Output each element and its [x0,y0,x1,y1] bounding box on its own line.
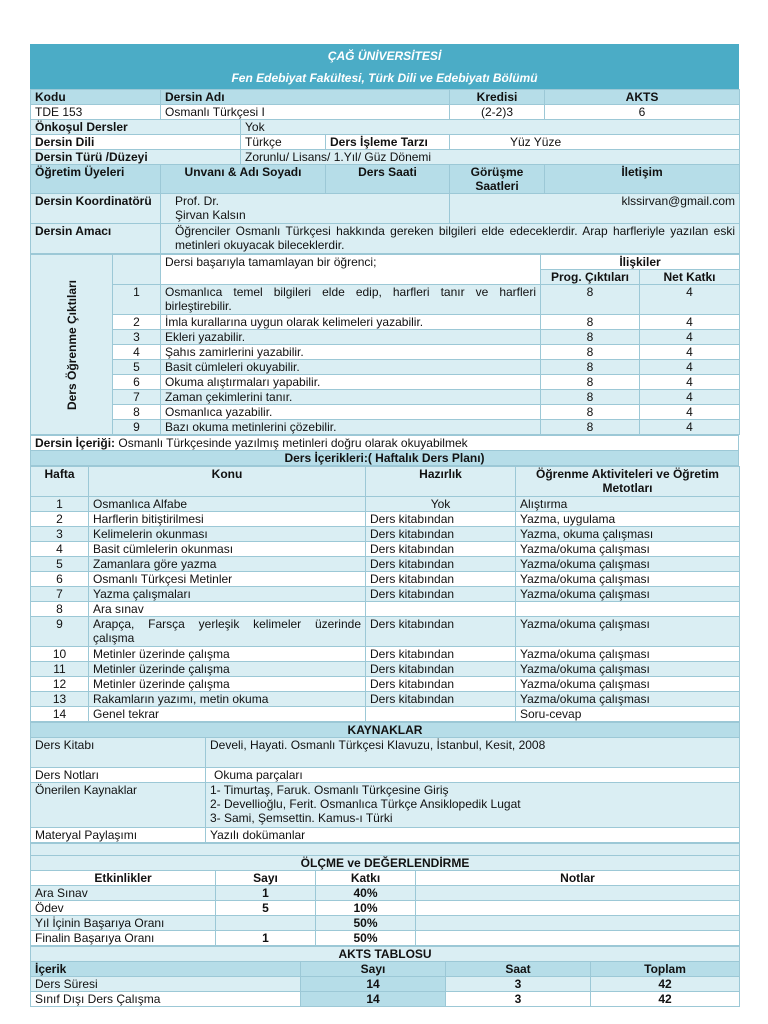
outcome-number: 1 [113,285,161,315]
week-method: Yazma/okuma çalışması [516,572,740,587]
assessment-count [216,916,316,931]
recommended-label: Önerilen Kaynaklar [31,783,206,828]
week-topic: Osmanlı Türkçesi Metinler [89,572,366,587]
ects-row [31,992,740,1007]
assessment-title: ÖLÇME ve DEĞERLENDİRME [31,856,740,871]
week-method: Yazma/okuma çalışması [516,647,740,662]
notes-value: Okuma parçaları [206,768,740,783]
coordinator-label: Dersin Koordinatörü [31,194,161,224]
outcome-row [31,345,740,360]
language-label: Dersin Dili [31,135,241,150]
content-label: Dersin İçeriği: [35,436,116,450]
staff-contact-col: İletişim [545,165,740,194]
week-row [31,602,740,617]
assessment-row [31,931,740,946]
ects-total: 42 [591,977,740,992]
week-method: Yazma/okuma çalışması [516,557,740,572]
assessment-weight: 50% [316,931,416,946]
course-syllabus [30,44,739,1007]
assessment-weight: 10% [316,901,416,916]
outcome-prog: 8 [541,315,640,330]
week-method: Yazma/okuma çalışması [516,587,740,602]
prereq-label: Önkoşul Dersler [31,120,241,135]
week-topic: Basit cümlelerin okunması [89,542,366,557]
assessment-count: 1 [216,931,316,946]
week-number: 11 [31,662,89,677]
outcome-row [31,375,740,390]
week-number: 12 [31,677,89,692]
staff-label: Öğretim Üyeleri [31,165,161,194]
week-number: 7 [31,587,89,602]
assessment-count: 1 [216,886,316,901]
staff-title-col: Unvanı & Adı Soyadı [161,165,326,194]
assessment-activity: Ara Sınav [31,886,216,901]
week-prep: Ders kitabından [366,572,516,587]
outcome-net: 4 [640,375,740,390]
week-topic: Kelimelerin okunması [89,527,366,542]
week-row [31,617,740,647]
week-prep [366,602,516,617]
ects-total: 42 [591,992,740,1007]
recommended-item: 3- Sami, Şemsettin. Kamus-ı Türki [210,811,393,825]
week-prep: Ders kitabından [366,647,516,662]
week-topic: Zamanlara göre yazma [89,557,366,572]
ects-count-col: Sayı [301,962,446,977]
outcome-prog: 8 [541,345,640,360]
week-number: 2 [31,512,89,527]
topic-col: Konu [89,467,366,497]
assessment-activity: Yıl İçinin Başarıya Oranı [31,916,216,931]
outcome-number: 8 [113,405,161,420]
credit-label: Kredisi [450,90,545,105]
week-number: 1 [31,497,89,512]
week-method: Yazma/okuma çalışması [516,677,740,692]
week-topic: Yazma çalışmaları [89,587,366,602]
week-method: Yazma/okuma çalışması [516,617,740,647]
course-credit: (2-2)3 [450,105,545,120]
aim-label: Dersin Amacı [31,224,161,254]
outcome-text: Basit cümleleri okuyabilir. [161,360,541,375]
course-info-table [30,89,740,254]
week-number: 3 [31,527,89,542]
ects-label: AKTS [545,90,740,105]
outcome-text: Zaman çekimlerini tanır. [161,390,541,405]
assessment-weight: 40% [316,886,416,901]
ects-title: AKTS TABLOSU [31,947,740,962]
activity-col: Etkinlikler [31,871,216,886]
book-label: Ders Kitabı [31,738,206,768]
week-method: Soru-cevap [516,707,740,722]
outcome-net: 4 [640,420,740,435]
ects-total-col: Toplam [591,962,740,977]
outcome-number: 6 [113,375,161,390]
outcome-row [31,330,740,345]
sources-title: KAYNAKLAR [31,723,740,738]
outcomes-intro: Dersi başarıyla tamamlayan bir öğrenci; [161,255,541,285]
week-number: 5 [31,557,89,572]
week-row [31,497,740,512]
week-row [31,512,740,527]
week-method: Yazma, uygulama [516,512,740,527]
ects-table [30,946,740,1007]
outcome-net: 4 [640,330,740,345]
assessment-notes [416,886,740,901]
week-number: 13 [31,692,89,707]
outcome-prog: 8 [541,375,640,390]
outcome-row [31,405,740,420]
week-prep [366,707,516,722]
week-method: Yazma, okuma çalışması [516,527,740,542]
week-topic: Arapça, Farsça yerleşik kelimeler üzerinde çalışma [89,617,366,647]
outcome-text: Okuma alıştırmaları yapabilir. [161,375,541,390]
week-prep: Ders kitabından [366,512,516,527]
method-col: Öğrenme Aktiviteleri ve Öğretim Metotları [516,467,740,497]
assessment-row [31,886,740,901]
outcome-text: Bazı okuma metinlerini çözebilir. [161,420,541,435]
name-label: Dersin Adı [161,90,450,105]
staff-office-col: Görüşme Saatleri [450,165,545,194]
ects-row [31,977,740,992]
ects-content: Sınıf Dışı Ders Çalışma [31,992,301,1007]
ects-count: 14 [301,992,446,1007]
week-topic: Osmanlıca Alfabe [89,497,366,512]
ects-hours: 3 [446,977,591,992]
week-number: 14 [31,707,89,722]
relations-label: İlişkiler [541,255,740,270]
week-method: Yazma/okuma çalışması [516,542,740,557]
assessment-notes [416,901,740,916]
outcome-text: Şahıs zamirlerini yazabilir. [161,345,541,360]
mode-label: Ders İşleme Tarzı [326,135,450,150]
week-topic: Metinler üzerinde çalışma [89,662,366,677]
week-prep: Ders kitabından [366,692,516,707]
material-value: Yazılı dokümanlar [206,828,740,843]
week-prep: Ders kitabından [366,542,516,557]
ects-content-col: İçerik [31,962,301,977]
week-topic: Metinler üzerinde çalışma [89,647,366,662]
outcome-prog: 8 [541,360,640,375]
assessment-row [31,901,740,916]
outcome-net: 4 [640,390,740,405]
ects-hours-col: Saat [446,962,591,977]
sources-table [30,722,740,843]
week-row [31,662,740,677]
outcome-prog: 8 [541,405,640,420]
outcome-prog: 8 [541,285,640,315]
content-row [31,436,739,451]
outcome-prog: 8 [541,330,640,345]
type-label: Dersin Türü /Düzeyi [31,150,241,165]
outcomes-table [30,254,740,435]
outcome-net: 4 [640,360,740,375]
type-value: Zorunlu/ Lisans/ 1.Yıl/ Güz Dönemi [241,150,740,165]
outcome-row [31,285,740,315]
week-prep: Ders kitabından [366,587,516,602]
outcome-prog: 8 [541,420,640,435]
outcome-text: Osmanlıca yazabilir. [161,405,541,420]
week-topic: Harflerin bitiştirilmesi [89,512,366,527]
assessment-weight: 50% [316,916,416,931]
outcome-net: 4 [640,405,740,420]
content-table [30,435,739,466]
week-number: 4 [31,542,89,557]
week-row [31,557,740,572]
ects-hours: 3 [446,992,591,1007]
staff-hours-col: Ders Saati [326,165,450,194]
mode-value: Yüz Yüze [450,135,740,150]
outcome-net: 4 [640,285,740,315]
outcome-text: İmla kurallarına uygun olarak kelimeleri yazabilir. [161,315,541,330]
week-number: 8 [31,602,89,617]
outcome-row [31,420,740,435]
ects-content: Ders Süresi [31,977,301,992]
week-prep: Ders kitabından [366,617,516,647]
weight-col: Katkı [316,871,416,886]
outcome-row [31,315,740,330]
outcome-row [31,360,740,375]
assessment-activity: Ödev [31,901,216,916]
ects-count: 14 [301,977,446,992]
week-number: 10 [31,647,89,662]
outcome-net: 4 [640,315,740,330]
week-topic: Genel tekrar [89,707,366,722]
assessment-notes [416,931,740,946]
notes-label: Ders Notları [31,768,206,783]
week-prep: Ders kitabından [366,527,516,542]
week-method: Alıştırma [516,497,740,512]
week-row [31,677,740,692]
content-text: Osmanlı Türkçesinde yazılmış metinleri doğru olarak okuyabilmek [118,436,468,450]
course-code: TDE 153 [31,105,161,120]
weekly-plan-table [30,466,740,722]
assessment-row [31,916,740,931]
week-topic: Metinler üzerinde çalışma [89,677,366,692]
outcome-number: 4 [113,345,161,360]
outcome-number: 9 [113,420,161,435]
week-prep: Ders kitabından [366,662,516,677]
week-row [31,572,740,587]
course-name: Osmanlı Türkçesi I [161,105,450,120]
week-topic: Ara sınav [89,602,366,617]
outcome-row [31,390,740,405]
assessment-activity: Finalin Başarıya Oranı [31,931,216,946]
week-row [31,587,740,602]
prog-outcomes-label: Prog. Çıktıları [541,270,640,285]
outcome-number: 3 [113,330,161,345]
week-prep: Ders kitabından [366,677,516,692]
prep-col: Hazırlık [366,467,516,497]
week-row [31,707,740,722]
assessment-count: 5 [216,901,316,916]
week-topic: Rakamların yazımı, metin okuma [89,692,366,707]
weekly-plan-title: Ders İçerikleri:( Haftalık Ders Planı) [31,451,739,466]
prereq-value: Yok [241,120,740,135]
faculty-name: Fen Edebiyat Fakültesi, Türk Dili ve Edebiyatı Bölümü [31,67,739,89]
outcome-number: 5 [113,360,161,375]
week-row [31,527,740,542]
outcomes-side-label: Ders Öğrenme Çıktıları [31,255,113,435]
code-label: Kodu [31,90,161,105]
notes-col: Notlar [416,871,740,886]
header-table [30,44,739,89]
week-number: 6 [31,572,89,587]
week-prep: Ders kitabından [366,557,516,572]
language-value: Türkçe [241,135,326,150]
university-name: ÇAĞ ÜNİVERSİTESİ [31,45,739,67]
week-prep: Yok [366,497,516,512]
net-contribution-label: Net Katkı [640,270,740,285]
outcome-number: 7 [113,390,161,405]
aim-text: Öğrenciler Osmanlı Türkçesi hakkında gereken bilgileri elde edeceklerdir. Arap harfleriyle yazılan eski metinleri okuyacak bileceklerdir. [161,224,740,254]
outcome-prog: 8 [541,390,640,405]
assessment-table [30,843,740,946]
outcome-number: 2 [113,315,161,330]
outcome-net: 4 [640,345,740,360]
week-row [31,647,740,662]
week-method [516,602,740,617]
coordinator-name: Şirvan Kalsın [175,208,246,222]
week-row [31,542,740,557]
assessment-notes [416,916,740,931]
coordinator-title: Prof. Dr. [175,194,220,208]
coordinator-email[interactable]: klssirvan@gmail.com [450,194,740,224]
week-method: Yazma/okuma çalışması [516,662,740,677]
course-ects: 6 [545,105,740,120]
book-value: Develi, Hayati. Osmanlı Türkçesi Klavuzu, İstanbul, Kesit, 2008 [206,738,740,768]
material-label: Materyal Paylaşımı [31,828,206,843]
outcome-text: Ekleri yazabilir. [161,330,541,345]
week-method: Yazma/okuma çalışması [516,692,740,707]
week-number: 9 [31,617,89,647]
count-col: Sayı [216,871,316,886]
week-col: Hafta [31,467,89,497]
recommended-item: 2- Devellioğlu, Ferit. Osmanlıca Türkçe Ansiklopedik Lugat [210,797,521,811]
week-row [31,692,740,707]
recommended-item: 1- Timurtaş, Faruk. Osmanlı Türkçesine Giriş [210,783,449,797]
outcome-text: Osmanlıca temel bilgileri elde edip, harfleri tanır ve harfleri birleştirebilir. [161,285,541,315]
